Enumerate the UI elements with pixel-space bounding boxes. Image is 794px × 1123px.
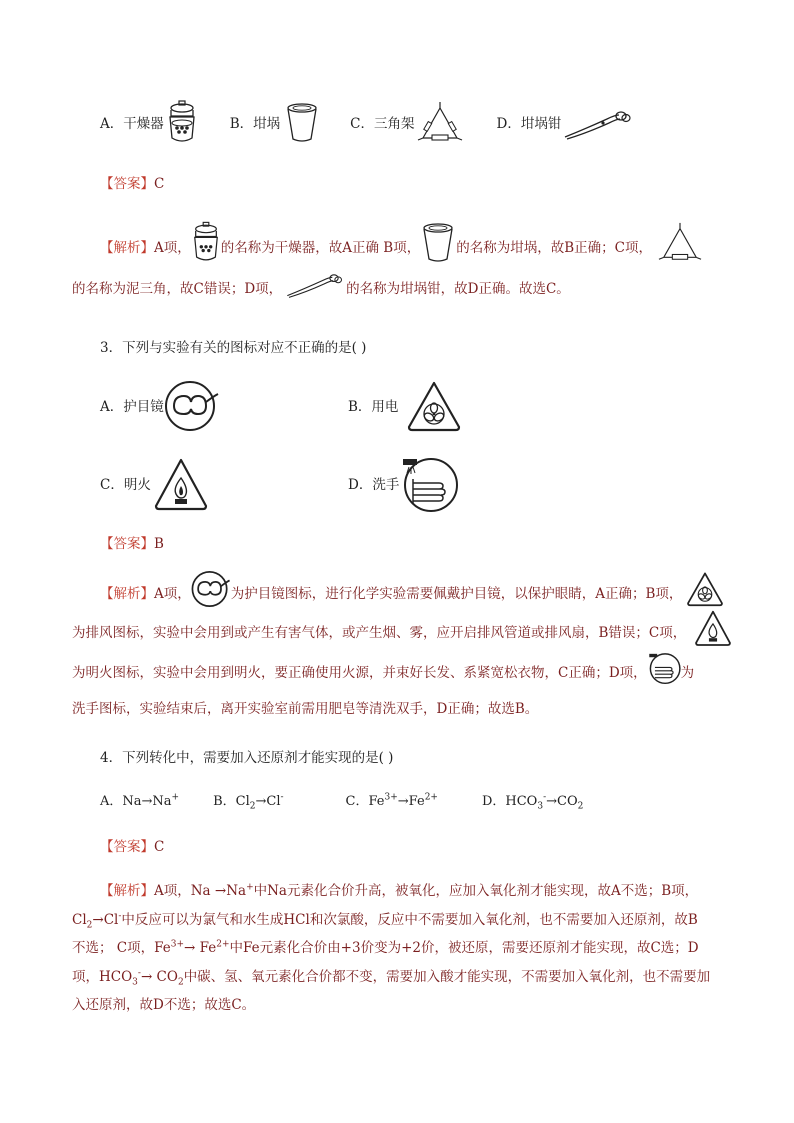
fan-warning-icon [406,380,462,436]
answer-label: 【答案】 [100,536,154,552]
q2-options-row [100,100,631,150]
goggles-icon [164,378,220,438]
goggles-icon [191,569,231,619]
option-label: B．用电 [348,399,399,416]
q3-stem [100,342,366,356]
q3-option-a [100,380,220,436]
option-d: D．$HCO_3^-\to CO_2$ [481,792,584,812]
flame-warning-icon [694,609,732,657]
answer-value: B [154,536,164,552]
desiccator-icon [166,100,198,150]
analysis-text: 为护目镜图标，进行化学实验需要佩戴护目镜，以保护眼睛，A正确；B项， [230,585,683,602]
q3-analysis [72,574,722,724]
crucible-icon [420,221,456,275]
q4-analysis: 【解析】A项，Na →Na+中Na元素化合价升高，被氧化，应加入氧化剂才能实现，故A不选；B项， $Cl_2\to Cl^-$中反应可以为氯气和水生成HCl和次氯酸，反应中不需要加入氧化剂，也不需要加入还原剂，故B 不选； C项，$Fe^{3+}\to Fe^{2+}$中Fe元素化合价由+3价变为+2价，被还原，需要还原剂才能实现，故C选；D 项，$HCO_3^-\to CO_2$中碳、氢、氧元素化合价都不变，需要加入酸才能实现，不需要加入氧化剂，也不需要加 入还原剂，故D不选；故选C。 [72,882,711,1013]
analysis-text: 的名称为泥三角，故C错误；D项， [72,280,283,297]
crucible-icon [284,101,320,149]
question-stem: 3．下列与实验有关的图标对应不正确的是( ) [100,340,367,356]
flame-warning-icon [153,456,209,516]
clay-triangle-icon [658,221,702,275]
q3-answer [100,538,164,552]
option-label: D．洗手 [348,477,400,494]
answer-label: 【答案】 [100,839,154,855]
analysis-text: 的名称为干燥器，故A正确 B项， [220,239,421,256]
analysis-text: 为排风图标，实验中会用到或产生有害气体，或产生烟、雾，应开启排风管道或排风扇，B错误；C项， [72,624,687,641]
q4-options-row [100,792,584,812]
q2-option-c-label: C．三角架 [350,116,415,133]
q2-answer [100,178,164,192]
analysis-text: A项， [154,239,191,256]
hand-wash-icon [399,455,459,517]
analysis-text: 为明火图标，实验中会用到明火，要正确使用火源，并束好长发、系紧宽松衣物，C正确；D项， [72,664,647,681]
analysis-label: 【解析】 [100,883,154,899]
option-c: C．$Fe^{3+}\to Fe^{2+}$ [345,792,438,809]
q3-option-d [348,458,459,514]
option-label: A．护目镜 [100,399,164,416]
option-a: A．Na→Na+ [100,792,180,809]
crucible-tongs-icon [563,105,631,145]
q4-answer [100,841,164,855]
q3-option-c [100,458,209,514]
desiccator-icon [191,221,221,275]
q2-option-d-label: D．坩埚钳 [496,116,562,133]
answer-value: C [154,839,165,855]
analysis-text: 的名称为坩埚，故B正确；C项， [456,239,652,256]
question-stem: 4．下列转化中，需要加入还原剂才能实现的是( ) [100,750,394,766]
analysis-text: A项， [154,585,191,602]
analysis-text: 洗手图标，实验结束后，离开实验室前需用肥皂等清洗双手，D正确；故选B。 [72,701,539,717]
option-b: B．$Cl_2\to Cl^-$ [213,792,284,812]
hand-wash-icon [647,651,681,695]
q2-option-b-label: B．坩埚 [229,116,281,133]
q4-stem [100,752,393,766]
answer-value: C [154,176,165,192]
clay-triangle-icon [417,100,463,150]
analysis-label: 【解析】 [100,585,154,602]
option-label: C．明火 [100,477,151,494]
analysis-text: 的名称为坩埚钳，故D正确。故选C。 [346,280,570,297]
q2-analysis [72,228,722,306]
q3-option-b [348,380,462,436]
analysis-label: 【解析】 [100,239,154,256]
crucible-tongs-icon [282,269,346,309]
answer-label: 【答案】 [100,176,154,192]
q2-option-a-label: A．干燥器 [100,116,164,133]
analysis-text: 为 [680,664,695,681]
